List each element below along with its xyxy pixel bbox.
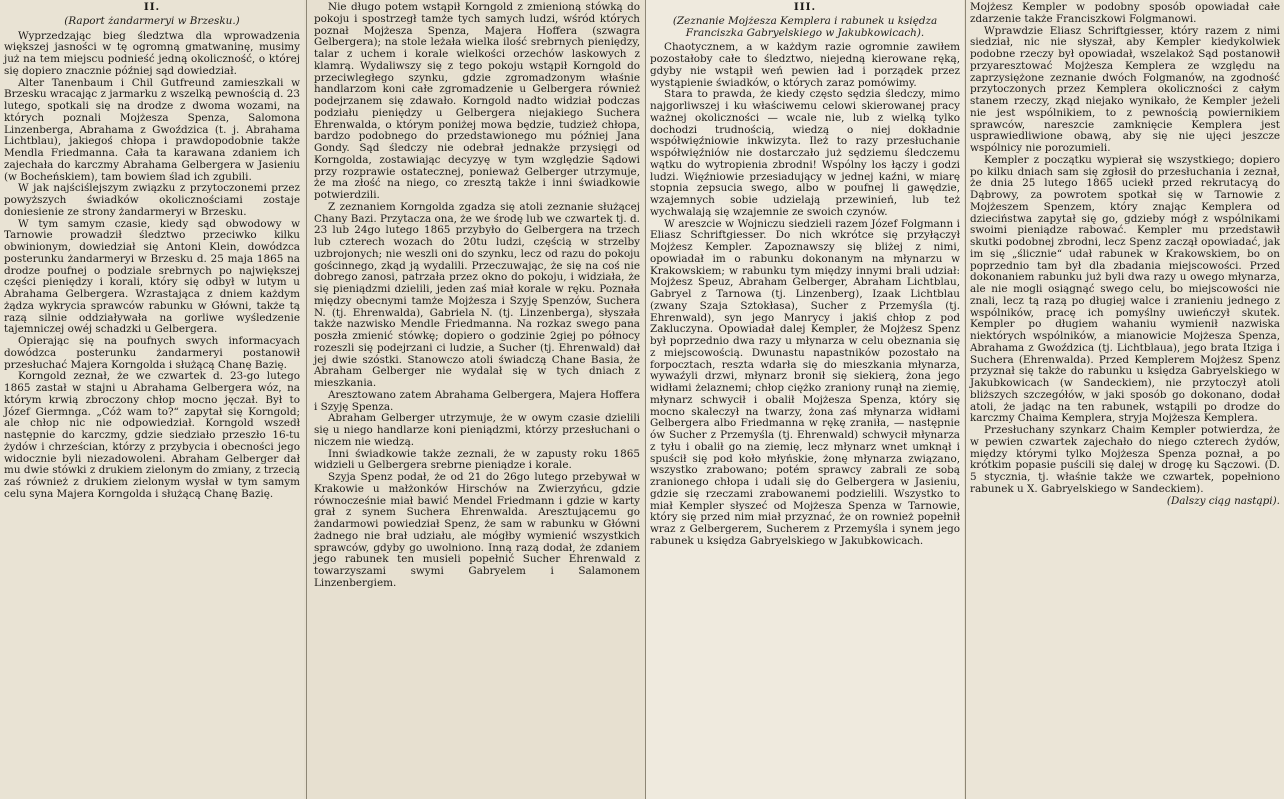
continuation-note: (Dalszy ciąg nastąpi).	[1166, 494, 1280, 507]
paragraph: Aresztowano zatem Abrahama Gelbergera, Majera Hoffera i Szyję Spenza.	[314, 388, 640, 413]
column-1	[0, 0, 304, 799]
section-numeral: II.	[143, 1, 161, 13]
section-numeral: III.	[793, 1, 817, 13]
paragraph: Korngold zeznał, że we czwartek d. 23-go lutego 1865 zastał w stajni u Abrahama Gelbergera wóz, na którym krwią zbroczony chłop mocno jęczał. Był to Józef Giermnga. „Cóż wam to?“ zapytał się Korngold; ale chłop nic nie odpowiedział. Korngold wszedł następnie do karczmy, gdzie siedziało przeszło 16-tu żydów i chrześcian, którzy z przybycia i obecności jego widocznie byli niezadowoleni. Abraham Gelberger dał mu dwie stówki z drukiem zielonym do zmiany, z trzecią zaś również z drukiem zielonym wysłał w tym samym celu syna Majera Korngolda i służącą Chanę Bazię.	[4, 370, 300, 500]
section-heading: (Raport żandarmeryi w Brzesku.)	[64, 14, 240, 27]
paragraph: Kempler z początku wypierał się wszystkiego; dopiero po kilku dniach sam się zgłosił do przesłuchania i zeznał, że dnia 25 lutego 1865 uciekł przed rekrutacyą do Dąbrowy, za powrotem spotkał się w Tarnowie z Mojżeszem Spenzem, który znając Kemplera od dzieciństwa zapytał się go, gdzieby mógł z wspólnikami swoimi pieniądze rabować. Kempler mu przedstawił skutki podobnej zbrodni, lecz Spenz zaczął opowiadać, jak im się „ślicznie“ udał rabunek w Krakowskiem, bo on poprzednio tam był dla zbadania miejscowości. Przed dokonaniem rabunku już byli dwa razy u owego młynarza, ale nie mogli osiągnąć swego celu, bo miejscowości nie znali, lecz tą razą po długiej walce i zranieniu jednego z wspólników, pracę ich pomyślny uwieńczył skutek. Kempler po długiem wahaniu wymienił nazwiska niektórych wspólników, a mianowicie Mojżesza Spenza, Abrahama z Gwoździca (tj. Lichtblaua), jego brata Itziga i Suchera (Ehrenwalda). Przed Kemplerem Mojżesz Spenz przyznał się także do rabunku u księdza Gabryelskiego w Jakubkowicach (w Sandeckiem), nie przytoczył atoli bliższych szczegółów, w jaki sposób go dokonano, dodał atoli, że jadąc na ten rabunek, wstąpili po drodze do karczmy Chaima Kemplera, stryja Mojżesza Kemplera.	[970, 153, 1280, 425]
column-4	[966, 0, 1284, 799]
paragraph: Wprawdzie Eliasz Schriftgiesser, który razem z nimi siedział, nic nie słyszał, aby Kempler kiedykolwiek podobne rzeczy był opowiadał, wszelakoż Sąd postanowił przyaresztować Mojżesza Kemplera ze względu na zaprzysiężone zeznanie dwóch Folgmanów, na zgodność przytoczonych przez Kemplera okoliczności z całym stanem rzeczy, zkąd niejako wynikało, że Kempler jeżeli nie jest wspólnikiem, to z pewnością powiernikiem sprawców, nareszcie zamknięcie Kemplera jest usprawiedliwione obawą, aby się nie ujęci jeszcze wspólnicy nie porozumieli.	[970, 24, 1280, 154]
paragraph: Nie długo potem wstąpił Korngold z zmienioną stówką do pokoju i spostrzegł tamże tych samych ludzi, wśród których poznał Mojżesza Spenza, Majera Hoffera (szwagra Gelbergera); na stole leżała wielka ilość srebrnych pieniędzy, talar z uchem i korale wielkości orzechów laskowych z klamrą. Wydaliwszy się z tego pokoju wstąpił Korngold do przeciwległego szynku, gdzie zgromadzonym właśnie handlarzom koni całe zgromadzenie u Gelbergera również podejrzanem się zdawało. Korngold nadto widział podczas podziału pieniędzy u Gelbergera niejakiego Suchera Ehrenwalda, o którym poniżej mowa będzie, tudzież chłopa, bardzo podobnego do przedstawionego mu później Jana Gondy. Sąd śledczy nie odebrał jednakże przysięgi od Korngolda, zostawiając decyzyę w tym względzie Sądowi przy rozprawie ostatecznej, ponieważ Gelberger utrzymuje, że ma złość na niego, co zresztą także i inni świadkowie potwierdzili.	[314, 1, 640, 201]
column-divider	[306, 0, 307, 799]
paragraph: W jak najściślejszym związku z przytoczonemi przez powyższych świadków okolicznościami zostaje doniesienie ze strony żandarmeryi w Brzesku.	[4, 182, 300, 218]
paragraph: Inni świadkowie także zeznali, że w zapusty roku 1865 widzieli u Gelbergera srebrne pieniądze i korale.	[314, 447, 640, 472]
column-3	[646, 0, 964, 799]
paragraph: Szyja Spenz podał, że od 21 do 26go lutego przebywał w Krakowie u małżonków Hirschów na Zwierzyńcu, gdzie równocześnie miał bawić Mendel Friedmann i gdzie w karty grał z synem Suchera Ehrenwalda. Aresztującemu go żandarmowi powiedział Spenz, że sam w rabunku w Główni żadnego nie brał udziału, ale mógłby wymienić wszystkich sprawców, gdyby go uwolniono. Inną razą dodał, że zdaniem jego rabunek ten musieli popełnić Sucher Ehrenwald z towarzyszami swymi Gabryelem i Salamonem Linzenbergiem.	[314, 471, 640, 589]
paragraph: Stara to prawda, że kiedy często sędzia śledczy, mimo najgorliwszej i ku właściwemu celowi skierowanej pracy ważnej okoliczności — wcale nie, lub z wielką tylko dochodzi trudnością, wiedzą o niej dokładnie współwięźniowie inkwizyta. Ileż to razy przesłuchanie współwięźniów nie dostarczało już sędziemu śledczemu wątku do wytropienia zbrodni! Wspólny los łączy i godzi ludzi. Więźniowie przesiadujący w jednej kaźni, w miarę stopnia zepsucia swego, albo w poufnej li gawędzie, wzajemnych sobie udzielają przewinień, lub też wychwalają się wzajemnie ze swoich czynów.	[650, 88, 960, 218]
paragraph: Przesłuchany szynkarz Chaim Kempler potwierdza, że w pewien czwartek zajechało do niego czterech żydów, między którymi tylko Mojżesza Spenza poznał, a po krótkim popasie puścili się dalej w drogę ku Sączowi. (D. 5 stycznia, tj. właśnie także we czwartek, popełniono rabunek u X. Gabryelskiego w Sandeckiem).	[970, 424, 1280, 495]
section-heading: (Zeznanie Mojżesza Kemplera i rabunek u księdza Franciszka Gabryelskiego w Jakubkowicach).	[672, 14, 938, 39]
paragraph: Mojżesz Kempler w podobny sposób opowiadał całe zdarzenie także Franciszkowi Folgmanowi.	[970, 1, 1280, 25]
paragraph: W tym samym czasie, kiedy sąd obwodowy w Tarnowie prowadził śledztwo przeciwko kilku obwinionym, dowiedział się Antoni Klein, dowódzca posterunku żandarmeryi w Brzesku d. 25 maja 1865 na drodze poufnej o podziale srebrnych po największej części pieniędzy i korali, który się odbył w lutym u Abrahama Gelbergera. Wzrastająca z dniem każdym żądza wykrycia sprawców rabunku w Główni, także tą razą silnie oddziaływała na gorliwe wyśledzenie tajemniczej owéj schadzki u Gelbergera.	[4, 217, 300, 336]
paragraph: Opierając się na poufnych swych informacyach dowódzca posterunku żandarmeryi postanowił przesłuchać Majera Korngolda i służącą Chanę Bazię.	[4, 335, 300, 371]
paragraph: W areszcie w Wojniczu siedzieli razem Józef Folgmann i Eliasz Schriftgiesser. Do nich wkrótce się przyłączył Mojżesz Kempler. Zapoznawszy się bliżej z nimi, opowiadał im o rabunku dokonanym na młynarzu w Krakowskiem; w rabunku tym między innymi brali udział: Mojżesz Speuz, Abraham Gelberger, Abraham Lichtblau, Gabryel z Tarnowa (tj. Linzenberg), Izaak Lichtblau (zwany Szaja Sztokłasa), Sucher z Przemyśla (tj. Ehrenwald), syn jego Manrycy i jakiś chłop z pod Zakluczyna. Opowiadał dalej Kempler, że Mojżesz Spenz był poprzednio dwa razy u młynarza w celu obeznania się z miejscowością. Dwunastu napastników pozostało na forpocztach, reszta wdarła się do mieszkania młynarza, wywaźyli drzwi, młynarz bronił się siekierą, żona jego widłami żelaznemi; chłop ciężko zraniony runął na ziemię, młynarz schwycił i obalił Mojżesza Spenza, który się mocno skaleczył na twarzy, żona zaś młynarza widłami Gelbergera albo Friedmanna w rękę zraniła, — następnie ów Sucher z Przemyśla (tj. Ehrenwald) schwycił młynarza z tyłu i obalił go na ziemię, lecz młynarz wnet umknął i spuścił się pod koło młyńskie, żonę młynarza związano, wszystko zrabowano; potém sprawcy zabrali ze sobą zranionego chłopa i udali się do Gelbergera w Jasieniu, gdzie się rzeczami zrabowanemi podzielili. Wszystko to miał Kempler słyszeć od Mojżesza Spenza w Tarnowie, który się przed nim miał przyznać, że on rownież popełnił wraz z Gelbergerem, Sucherem z Przemyśla i synem jego rabunek u księdza Gabryelskiego w Jakubkowicach.	[650, 217, 960, 547]
paragraph: Abraham Gelberger utrzymuje, że w owym czasie dzielili się u niego handlarze koni pieniądzmi, którzy przesłuchani o niczem nie wiedzą.	[314, 412, 640, 448]
paragraph: Z zeznaniem Korngolda zgadza się atoli zeznanie służącej Chany Bazi. Przytacza ona, że we środę lub we czwartek tj. d. 23 lub 24go lutego 1865 przybyło do Gelbergera na trzech lub czterech wozach do 20tu ludzi, częścią w strzelby uzbrojonych; nie weszli oni do szynku, lecz od razu do pokoju gościnnego, zkąd ją wydalili. Przeczuwając, że się na coś nie dobrego zanosi, patrzała przez okno do pokoju, i widziała, że się pieniądzmi dzielili, jeden zaś miał korale w ręku. Poznała między obecnymi tamże Mojżesza i Szyję Spenzów, Suchera N. (tj. Ehrenwalda), Gabriela N. (tj. Linzenberga), słyszała także nazwisko Mendle Friedmanna. Na rozkaz swego pana poszła zmienić stówkę; dopiero o godzinie 2giej po północy rozeszli się podejrzani ci ludzie, a Sucher (tj. Ehrenwald) dał jej dwie szóstki. Stanowczo atoli świadczą Chane Basia, że Abraham Gelberger nie wydalał się w tych dniach z mieszkania.	[314, 200, 640, 389]
paragraph: Chaotycznem, a w każdym razie ogromnie zawiłem pozostałoby całe to śledztwo, niejedną kierowane ręką, gdyby nie wstąpił weń pewien ład i porządek przez wystąpienie świadków, o których zaraz pomówimy.	[650, 41, 960, 89]
paragraph: Alter Tanenbaum i Chil Gutfreund zamieszkali w Brzesku wracając z jarmarku z wszelką pewnością d. 23 lutego, spotkali się na drodze z dwoma wozami, na których poznali Mojżesza Spenza, Salomona Linzenberga, Abrahama z Gwoździca (t. j. Abrahama Lichtblau), jakiegoś chłopa i prawdopodobnie także Mendla Friedmanna. Cała ta karawana zdaniem ich zajechała do karczmy Abrahama Gelbergera w Jasieniu (w Bocheńskiem), tam bowiem ślad ich zgubili.	[4, 76, 300, 183]
paragraph: Wyprzedzając bieg śledztwa dla wprowadzenia większej jasności w tę ogromną gmatwaninę, musimy już na tem miejscu podnieść jedną okoliczność, o której się dopiero znacznie później sąd dowiedział.	[4, 29, 300, 77]
column-2	[310, 0, 644, 799]
